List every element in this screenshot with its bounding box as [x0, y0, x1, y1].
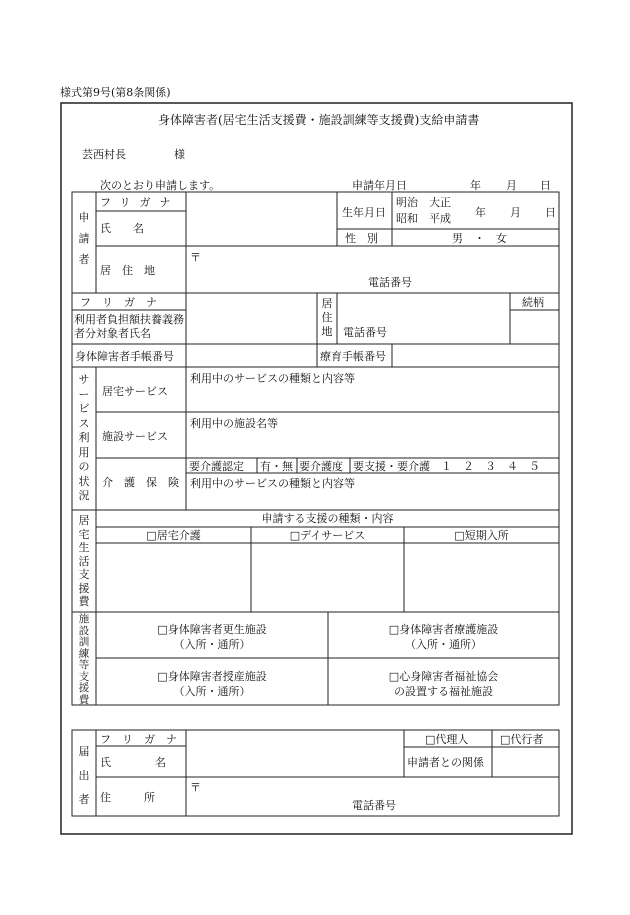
birth-year-label: 年	[475, 206, 486, 219]
physical-handbook-label: 身体障害者手帳番号	[75, 350, 174, 363]
ryoiku-handbook-label: 療育手帳番号	[320, 350, 386, 363]
home-support-option-day-service[interactable]: □デイサービス	[289, 529, 366, 542]
reporter-section-label: 届出者	[78, 745, 90, 806]
home-support-header: 申請する支援の種類・内容	[261, 512, 394, 525]
request-line: 次のとおり申請します。	[100, 179, 221, 192]
home-service-label: 居宅サービス	[102, 385, 168, 398]
facility-option-nursing[interactable]: □身体障害者療護施設	[388, 623, 499, 636]
payer-residence-label: 居住地	[321, 297, 333, 338]
reporter-postal-mark: 〒	[190, 781, 201, 794]
birthdate-label: 生年月日	[342, 206, 386, 219]
era-options-1: 明治 大正	[396, 196, 451, 209]
care-insurance-label: 介 護 保 険	[102, 476, 179, 489]
care-cert-options: 有・無	[260, 460, 293, 473]
form-number-label: 様式第9号(第8条関係)	[60, 86, 171, 99]
facility-service-desc: 利用中の施設名等	[190, 417, 278, 430]
form-title: 身体障害者(居宅生活支援費・施設訓練等支援費)支給申請書	[158, 113, 480, 127]
reporter-furigana-label: フ リ ガ ナ	[100, 733, 177, 746]
apply-year-label: 年	[470, 179, 481, 192]
reporter-address-label: 住 所	[100, 791, 155, 804]
care-level-options: 要支援・要介護 １ ２ ３ ４ ５	[353, 460, 540, 473]
apply-date-label: 申請年月日	[352, 179, 407, 192]
care-insurance-desc: 利用中のサービスの種類と内容等	[190, 477, 355, 490]
service-usage-section-label: サービス利用の状況	[78, 373, 90, 502]
facility-option-rehabilitation-sub: （入所・通所）	[173, 638, 251, 651]
addressee: 芸西村長	[82, 148, 126, 161]
era-options-2: 昭和 平成	[396, 212, 451, 225]
payer-relation-label: 続柄	[522, 296, 544, 309]
facility-option-nursing-sub: （入所・通所）	[405, 638, 482, 651]
reporter-name-label: 氏 名	[100, 756, 166, 769]
reporter-phone-label: 電話番号	[352, 799, 396, 812]
payer-furigana-label: フ リ ガ ナ	[80, 296, 157, 309]
facility-option-welfare-assoc-sub: の設置する福祉施設	[394, 685, 493, 698]
facility-option-welfare-assoc[interactable]: □心身障害者福祉協会	[388, 670, 499, 683]
applicant-furigana-label: フリガナ	[100, 196, 180, 209]
home-support-option-home-care[interactable]: □居宅介護	[146, 529, 201, 542]
reporter-agent-option[interactable]: □代理人	[425, 733, 469, 746]
care-level-label: 要介護度	[299, 460, 343, 473]
birth-day-label: 日	[545, 206, 556, 219]
applicant-name-label: 氏 名	[100, 222, 144, 235]
care-cert-label: 要介護認定	[189, 460, 244, 473]
facility-option-workshop[interactable]: □身体障害者授産施設	[157, 670, 267, 683]
apply-day-label: 日	[540, 179, 551, 192]
birth-month-label: 月	[510, 206, 521, 219]
applicant-phone-label: 電話番号	[368, 276, 412, 289]
payer-name-label: 利用者負担額扶養義務者分対象者氏名	[74, 313, 184, 340]
applicant-section-label: 申請者	[78, 211, 90, 266]
facility-support-section-label: 施設訓練等支援費	[78, 613, 90, 706]
applicant-postal-mark: 〒	[190, 251, 201, 264]
addressee-honorific: 様	[174, 148, 185, 161]
sex-label: 性 別	[345, 232, 378, 245]
payer-phone-label: 電話番号	[343, 326, 387, 339]
reporter-proxy-option[interactable]: □代行者	[500, 733, 544, 746]
facility-option-rehabilitation[interactable]: □身体障害者更生施設	[157, 623, 267, 636]
facility-service-label: 施設サービス	[102, 430, 168, 443]
apply-month-label: 月	[506, 179, 517, 192]
sex-options: 男 ・ 女	[452, 232, 507, 245]
home-support-section-label: 居宅生活支援費	[78, 514, 90, 608]
residence-label: 居 住 地	[100, 264, 155, 277]
home-support-option-short-stay[interactable]: □短期入所	[454, 529, 509, 542]
facility-option-workshop-sub: （入所・通所）	[173, 685, 251, 698]
reporter-relation-label: 申請者との関係	[407, 756, 484, 769]
home-service-desc: 利用中のサービスの種類と内容等	[190, 372, 355, 385]
